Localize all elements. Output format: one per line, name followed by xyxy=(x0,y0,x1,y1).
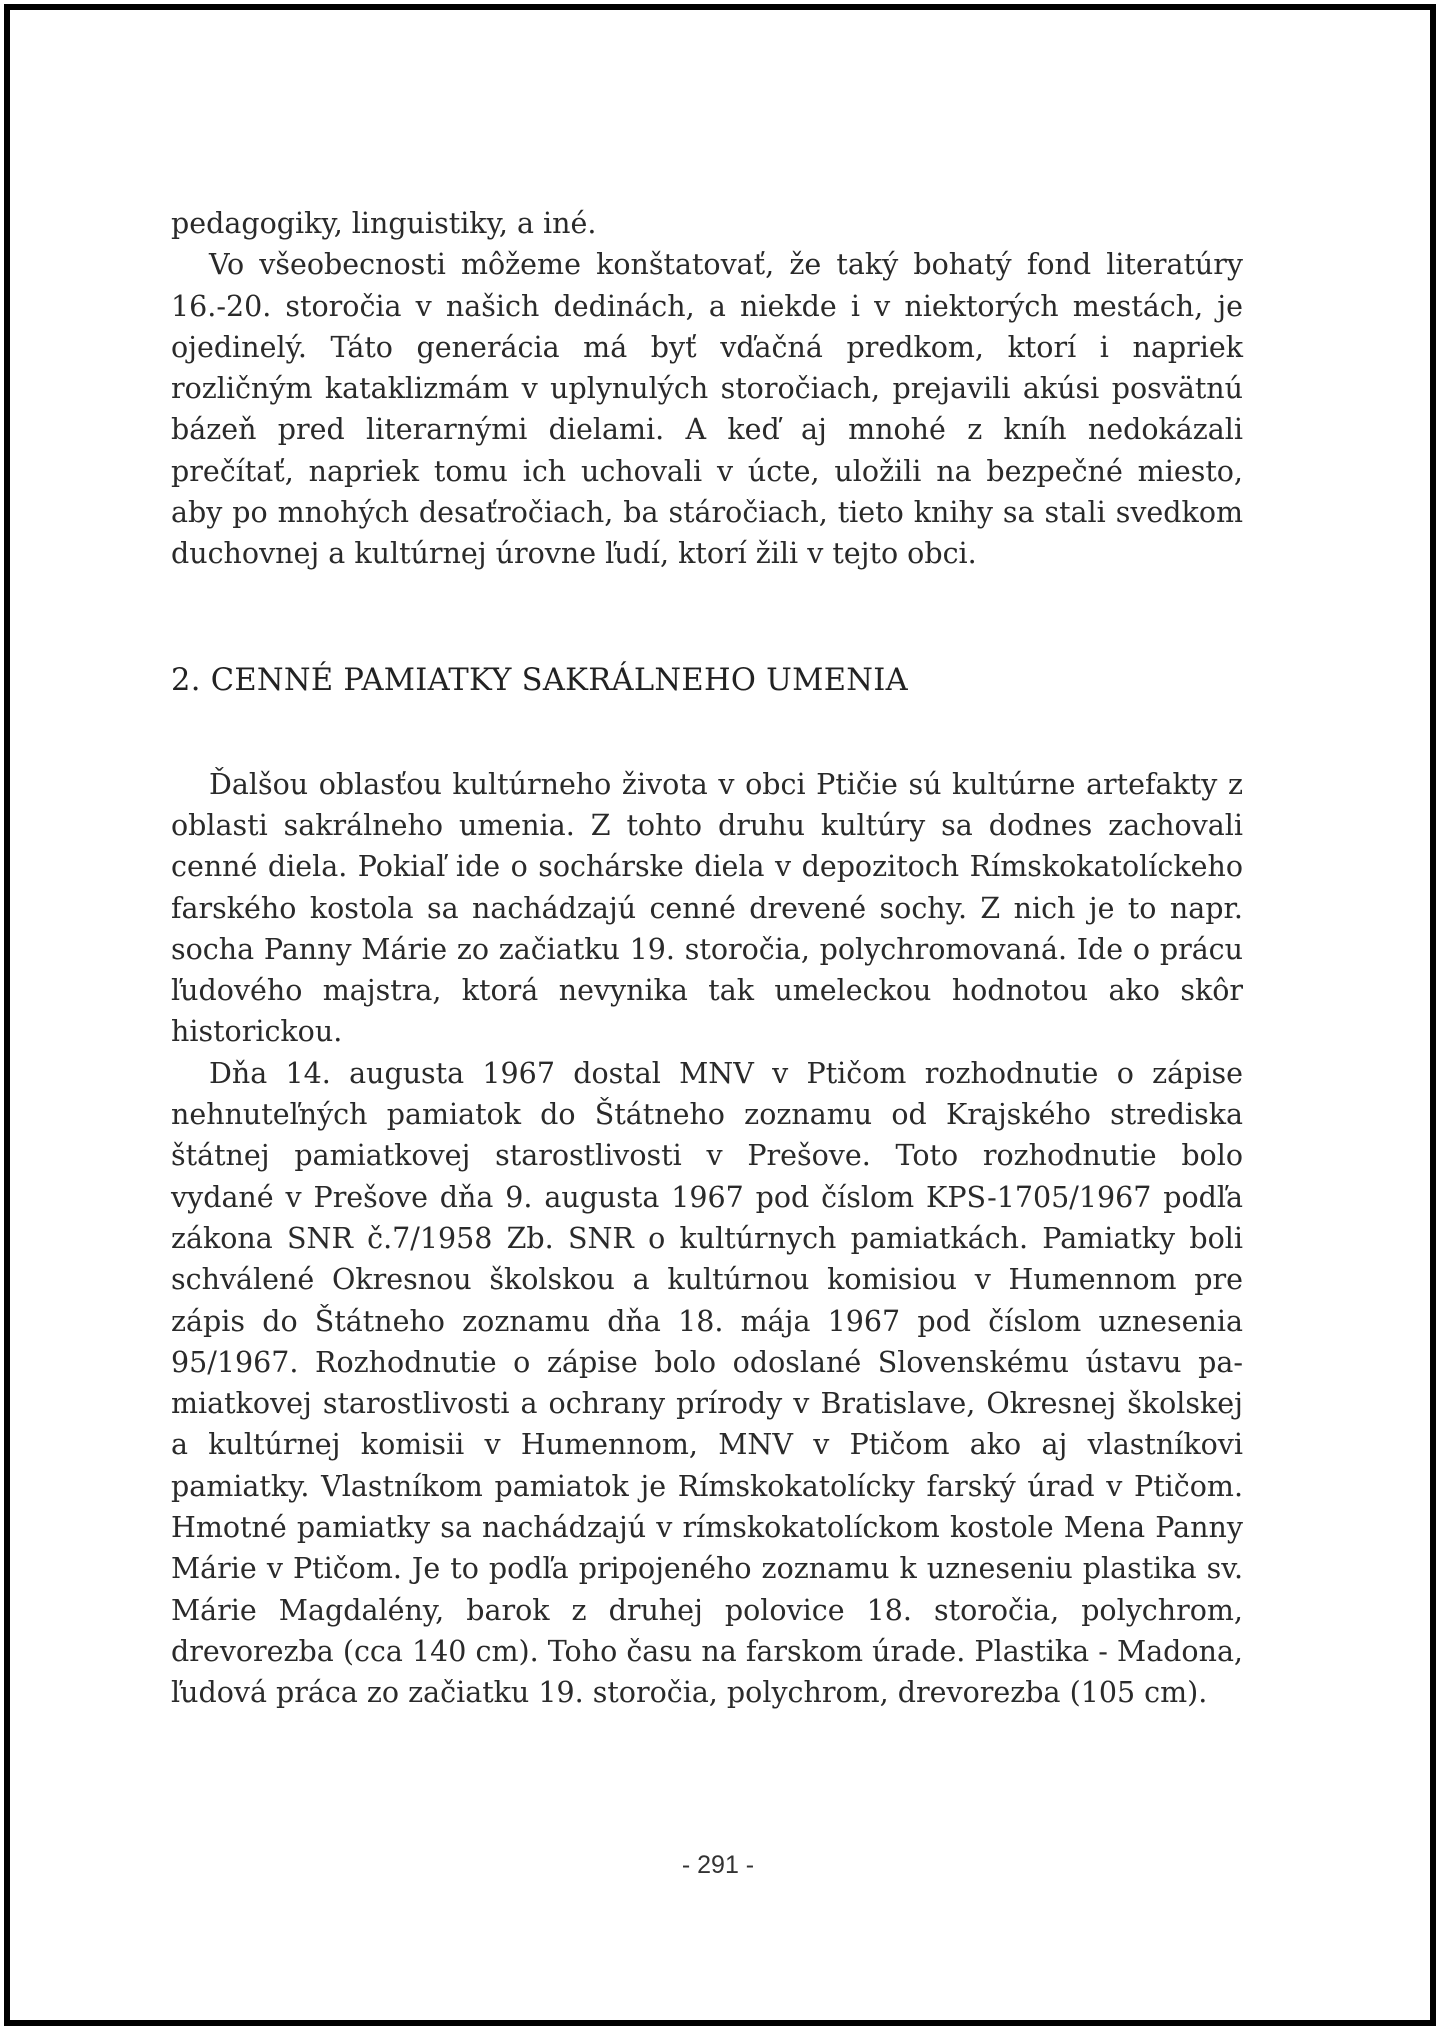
page-number: - 291 - xyxy=(681,1851,755,1879)
paragraph-sacral-art: Ďalšou oblasťou kultúrneho života v obci Ptičie sú kultúrne artefakty z oblasti sakrálneho umenia. Z tohto druhu kultúry sa dodnes zachovali cenné diela. Pokiaľ ide o sochárske diela v depozitoch Rímskokatolíckeho farského kostola sa nachádzajú cenné drevené sochy. Z nich je to napr. socha Panny Márie zo začiatku 19. storočia, polychromovaná. Ide o prácu ľudového majstra, ktorá nevynika tak umeleckou hodnotou ako skôr historickou. xyxy=(171,767,1243,1049)
paragraph-continuation: pedagogiky, linguistiky, a iné. xyxy=(171,207,597,240)
paragraph-monument-register: Dňa 14. augusta 1967 dostal MNV v Ptičom rozhodnutie o zápise nehnuteľných pamiatok do Štátneho zoznamu od Krajského strediska štátnej pamiatkovej starostlivosti v Prešove. Toto rozhodnutie bolo vydané v Prešove dňa 9. augusta 1967 pod číslom KPS-1705/1967 podľa zákona SNR č.7/1958 Zb. SNR o kultúrnych pamiatkách. Pamiatky boli schválené Okresnou školskou a kultúrnou komisiou v Humennom pre zápis do Štátneho zoznamu dňa 18. mája 1967 pod číslom uznesenia 95/1967. Rozhodnutie o zápise bolo odoslané Slovenskému ústavu pamiatkovej starostlivosti a ochrany prírody v Bratislave, Okresnej školskej a kultúrnej komisii v Humennom, MNV v Ptičom ako aj vlastníkovi pamiatky. Vlastníkom pamiatok je Rímskokatolícky farský úrad v Ptičom. Hmotné pamiatky sa nachádzajú v rímskokatolíckom kostole Mena Panny Márie v Ptičom. Je to podľa pripojeného zoznamu k uzneseniu plastika sv. Márie Magdalény, barok z druhej polovice 18. storočia, polychrom, drevorezba (cca 140 cm). Toho času na farskom úrade. Plastika - Madona, ľudová práca zo začiatku 19. storočia, polychrom, drevorezba (105 cm). xyxy=(171,1056,1243,1710)
section-heading: 2. CENNÉ PAMIATKY SAKRÁLNEHO UMENIA xyxy=(171,662,908,698)
paragraph-literature-fund: Vo všeobecnosti môžeme konštatovať, že taký bohatý fond literatúry 16.-20. storočia v našich dedinách, a niekde i v niektorých mestách, je ojedinelý. Táto generácia má byť vďačná predkom, ktorí i napriek rozličným kataklizmám v uplynulých storočiach, prejavili akúsi posvätnú bázeň pred literarnými dielami. A keď aj mnohé z kníh nedokázali prečítať, napriek tomu ich uchovali v úcte, uložili na bezpečné miesto, aby po mnohých desaťročiach, ba stáročiach, tieto knihy sa stali svedkom duchovnej a kultúrnej úrovne ľudí, ktorí žili v tejto obci. xyxy=(171,248,1243,571)
page-content xyxy=(171,203,1243,1714)
